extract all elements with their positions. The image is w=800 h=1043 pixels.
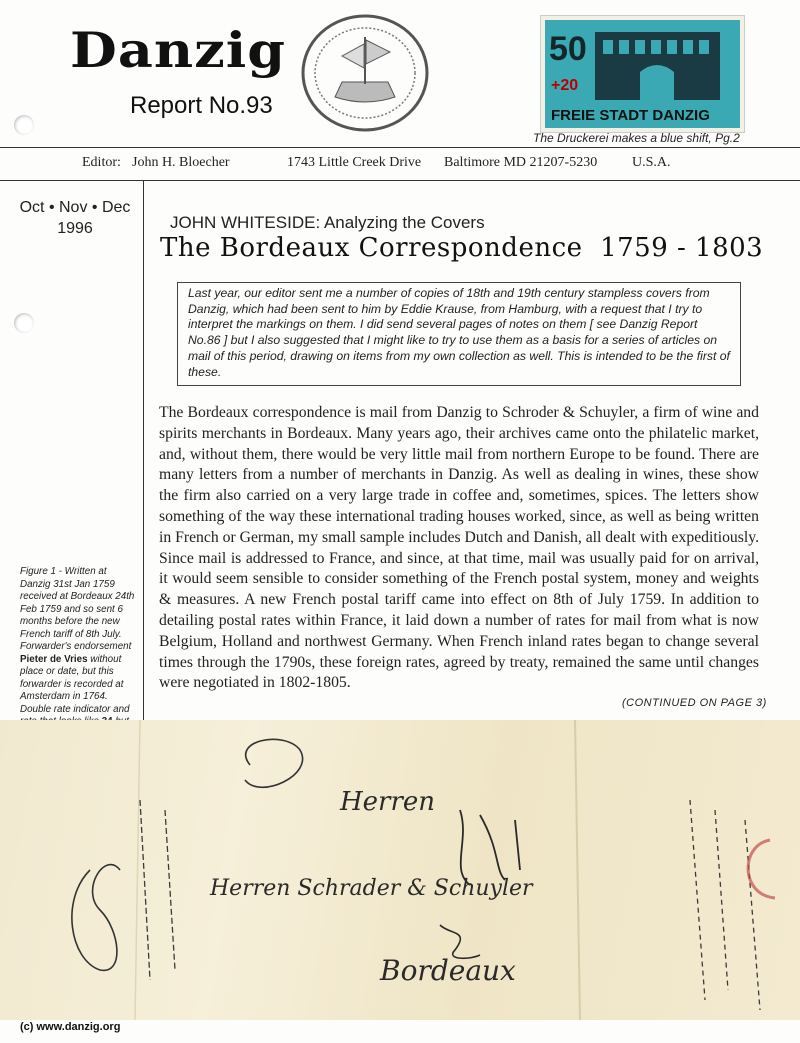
city-seal-image [290, 12, 440, 134]
divider [0, 147, 800, 148]
column-divider [143, 181, 144, 721]
punch-hole [14, 313, 34, 333]
continued-note: (CONTINUED ON PAGE 3) [622, 697, 767, 709]
stamp-surcharge: +20 [551, 77, 579, 94]
handwriting-herren: Herren [340, 787, 436, 817]
article-title [160, 233, 763, 263]
handwriting-addressee: Herren Schrader & Schuyler [210, 876, 533, 901]
masthead-title: Danzig [70, 21, 287, 79]
editor-country: U.S.A. [632, 155, 671, 170]
editor-city: Baltimore MD 21207-5230 [444, 155, 598, 170]
handwriting-bordeaux: Bordeaux [380, 954, 516, 987]
editor-street: 1743 Little Creek Drive [287, 155, 422, 170]
figure-caption: Figure 1 - Written at Danzig 31st Jan 1759 received at Bordeaux 24th Feb 1759 and so sent 6 months before the new French tariff of 8th July. Forwarder's endorsement Pieter de Vries without place or date, but this forwarder is recorded at Amsterdam in 1764. Double rate indicator and [20, 566, 135, 715]
article-author: JOHN WHITESIDE: Analyzing the Covers [170, 213, 485, 232]
forwarder-name: Pieter de Vries [20, 653, 88, 665]
stamp-text: FREIE STADT DANZIG [551, 107, 710, 124]
editor-label: Editor: [82, 155, 121, 170]
divider [0, 180, 800, 181]
article-body: The Bordeaux correspondence is mail from Danzig to Schroder & Schuyler, a firm of wine and spirits merchants in Bordeaux. Many years ago, their archives came onto the philatelic market, and, without them, there would be very little mail from northern Europe to be found. There are many letters from a number of merchants in Danzig. As well as dealing in wines, these show the firm also carried on a very large trade in coffee and, sometimes, spices. The letters show something of the way these international trading houses worked, since, as well as being written in French or German, my small sample includes Dutch and Danish, all dealt with expeditiously. Since mail is addressed to France, and since, at that time, mail was usually paid for on arrival, it would seem sensible to consider something of the French postal system, money and weights & measures. A new French postal tariff came into effect on 8th of July 1759. In addition to detailing postal rates within France, it laid down a number of rates for mail from what is now Belgium, Holland and northwest Germany. When French inland rates began to change several times through the 1790s, these foreign rates, agreed by treaty, remained the same until changes were negotiated in 1802-1805. [159, 404, 759, 692]
issue-year: 1996 [57, 220, 93, 237]
article-title-years: 1759 - 1803 [600, 233, 764, 263]
cover-letter-image [0, 720, 800, 1020]
footer-copyright: (c) www.danzig.org [20, 1021, 121, 1033]
intro-box: Last year, our editor sent me a number of copies of 18th and 19th century stampless covers from Danzig, which had been sent to him by Eddie Krause, from Hamburg, with a request that I try to interpret the markings on them. I did send several pages of notes on them [ see Danzig Report No.86 ] but I also suggested that I might like to try to use them as a basis for a series of articles on mail of this period, drawing on items from my own collection as well. This is intended to be the first of these. [177, 282, 741, 386]
punch-hole [14, 115, 34, 135]
stamp-value: 50 [549, 30, 587, 68]
postage-stamp-image [541, 16, 744, 132]
editor-name: John H. Bloecher [132, 155, 230, 170]
issue-date [16, 197, 134, 239]
issue-months: Oct • Nov • Dec [19, 199, 131, 216]
article-title-text: The Bordeaux Correspondence [160, 233, 583, 263]
report-number: Report No.93 [130, 92, 273, 119]
stamp-caption: The Druckerei makes a blue shift, Pg.2 [533, 131, 740, 145]
